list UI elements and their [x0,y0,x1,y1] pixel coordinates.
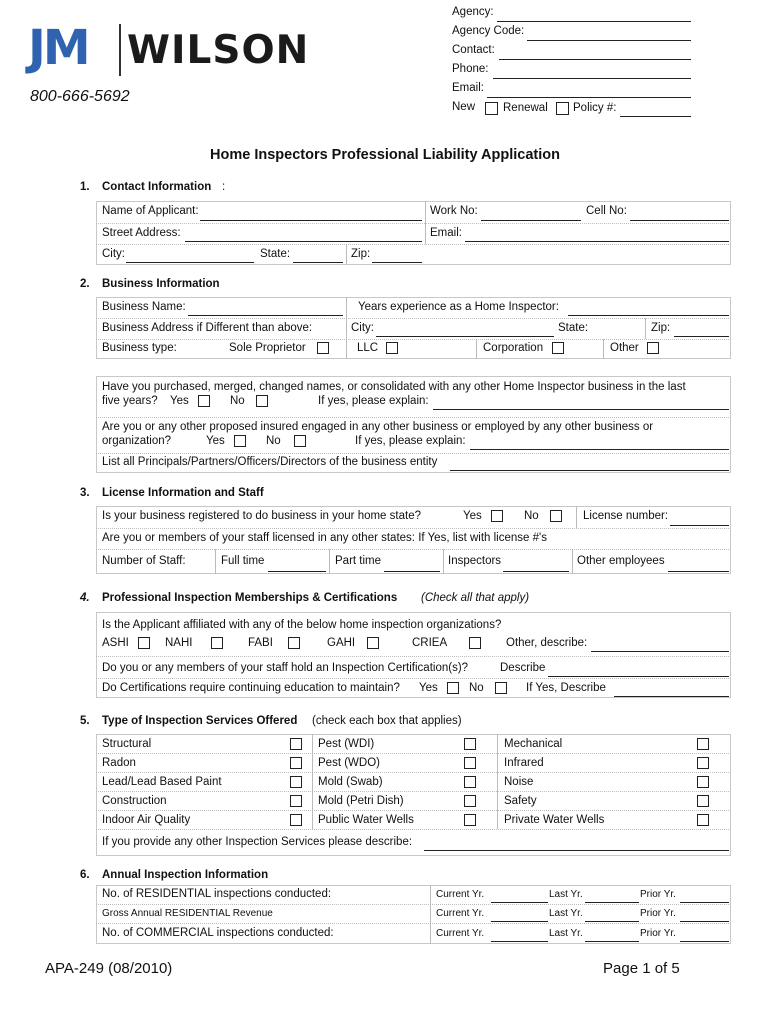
contact-label: Contact: [452,44,495,56]
merge-yes-label: Yes [170,395,189,407]
commercial-last-label: Last Yr. [549,928,583,939]
service-indoor-air-checkbox[interactable] [290,814,302,826]
work-no-label: Work No: [430,205,478,217]
service-structural-label: Structural [102,738,152,750]
continuing-education-question: Do Certifications require continuing education to maintain? [102,682,400,694]
other-business-explain-field[interactable] [470,449,729,450]
service-public-wells-label: Public Water Wells [318,814,414,826]
service-mold-swab-label: Mold (Swab) [318,776,383,788]
corporation-checkbox[interactable] [552,342,564,354]
years-experience-label: Years experience as a Home Inspector: [358,301,559,313]
s2-col-sep [346,297,347,359]
business-name-field[interactable] [188,315,343,316]
s2-col-sep [476,339,477,359]
ce-describe-field[interactable] [614,696,729,697]
s2-col-sep [603,339,604,359]
s5-row-sep [96,829,731,830]
part-time-field[interactable] [384,571,440,572]
service-private-wells-checkbox[interactable] [697,814,709,826]
work-no-field[interactable] [481,220,581,221]
s2-col-sep [645,318,646,339]
business-city-field[interactable] [376,336,554,337]
s2-title: Business Information [102,278,220,290]
business-city-label: City: [351,322,374,334]
s6-col-sep [430,885,431,944]
org-other-label: Other, describe: [506,637,588,649]
service-noise-checkbox[interactable] [697,776,709,788]
applicant-name-field[interactable] [200,220,422,221]
s3-title: License Information and Staff [102,487,264,499]
commercial-last-field[interactable] [585,941,639,942]
s3-col-sep [576,506,577,528]
email-label: Email: [430,227,462,239]
service-radon-label: Radon [102,757,136,769]
service-pest-wdi-checkbox[interactable] [464,738,476,750]
certification-describe-field[interactable] [548,676,729,677]
commercial-current-label: Current Yr. [436,928,485,939]
service-safety-checkbox[interactable] [697,795,709,807]
s6-row-sep [96,904,731,905]
other-business-question-cont: organization? [102,435,172,447]
org-fabi-label: FABI [248,637,273,649]
s2-number: 2. [80,278,90,290]
other-services-label: If you provide any other Inspection Services please describe: [102,836,413,848]
residential-current-field[interactable] [491,902,548,903]
service-noise-label: Noise [504,776,534,788]
agency-email-label: Email: [452,82,484,94]
commercial-current-field[interactable] [491,941,548,942]
s1-number: 1. [80,181,90,193]
logo-jm: JM [28,20,88,76]
s3-col-sep [329,549,330,574]
revenue-prior-field[interactable] [680,921,729,922]
s5-col-sep [312,734,313,829]
s1-col-sep [425,201,426,244]
registered-no-checkbox[interactable] [550,510,562,522]
merge-explain-label: If yes, please explain: [318,395,429,407]
s4-number: 4. [80,592,90,604]
sole-proprietor-label: Sole Proprietor [229,342,306,354]
city-field[interactable] [126,262,254,263]
staff-count-label: Number of Staff: [102,555,186,567]
s3-row-sep [96,528,731,529]
merge-explain-field[interactable] [433,409,729,410]
s5-row-sep [96,791,731,792]
s5-row-sep [96,772,731,773]
business-name-label: Business Name: [102,301,186,313]
s2-row-sep [96,453,731,454]
agency-code-label: Agency Code: [452,25,525,37]
policy-label: Policy #: [573,102,617,114]
s3-col-sep [572,549,573,574]
new-label: New [452,101,476,113]
residential-inspections-label: No. of RESIDENTIAL inspections conducted: [102,888,332,900]
principals-label: List all Principals/Partners/Officers/Directors of the business entity [102,456,438,468]
s3-row-sep [96,549,731,550]
applicant-name-label: Name of Applicant: [102,205,199,217]
revenue-current-field[interactable] [491,921,548,922]
residential-last-field[interactable] [585,902,639,903]
new-checkbox[interactable] [485,102,498,115]
commercial-prior-field[interactable] [680,941,729,942]
org-ashi-label: ASHI [102,637,129,649]
full-time-label: Full time [221,555,265,567]
service-construction-label: Construction [102,795,167,807]
service-mold-petri-label: Mold (Petri Dish) [318,795,404,807]
ce-no-checkbox[interactable] [495,682,507,694]
service-indoor-air-label: Indoor Air Quality [102,814,191,826]
form-number: APA-249 (08/2010) [45,960,173,977]
s3-col-sep [443,549,444,574]
registered-yes-label: Yes [463,510,482,522]
page-number: Page 1 of 5 [603,960,680,977]
service-private-wells-label: Private Water Wells [504,814,605,826]
service-public-wells-checkbox[interactable] [464,814,476,826]
merge-question-cont: five years? [102,395,158,407]
inspectors-label: Inspectors [448,555,502,567]
s1-title-colon: : [222,181,226,193]
service-structural-checkbox[interactable] [290,738,302,750]
renewal-label: Renewal [503,102,548,114]
full-time-field[interactable] [268,571,326,572]
state-label: State: [260,248,291,260]
residential-current-label: Current Yr. [436,889,485,900]
registered-yes-checkbox[interactable] [491,510,503,522]
s1-title: Contact Information [102,181,212,193]
policy-field[interactable] [620,116,691,117]
logo-divider [119,24,121,76]
agency-phone-field[interactable] [493,78,691,79]
s1-row-sep [96,244,731,245]
other-type-checkbox[interactable] [647,342,659,354]
s2-row-sep [96,318,731,319]
cell-no-label: Cell No: [586,205,627,217]
company-phone: 800-666-5692 [30,88,130,105]
other-services-field[interactable] [424,850,729,851]
service-mold-petri-checkbox[interactable] [464,795,476,807]
residential-prior-label: Prior Yr. [640,889,676,900]
revenue-current-label: Current Yr. [436,908,485,919]
other-employees-label: Other employees [577,555,665,567]
years-experience-field[interactable] [568,315,729,316]
s4-row-sep [96,678,731,679]
service-mechanical-checkbox[interactable] [697,738,709,750]
service-construction-checkbox[interactable] [290,795,302,807]
page-title: Home Inspectors Professional Liability Application [210,147,560,163]
affiliation-question: Is the Applicant affiliated with any of the below home inspection organizations? [102,619,502,631]
cell-no-field[interactable] [630,220,729,221]
org-nahi-checkbox[interactable] [211,637,223,649]
s3-col-sep [215,549,216,574]
service-lead-label: Lead/Lead Based Paint [102,776,222,788]
s1-col-sep [346,244,347,265]
license-number-field[interactable] [670,525,729,526]
certification-question: Do you or any members of your staff hold an Inspection Certification(s)? [102,662,469,674]
zip-field[interactable] [372,262,422,263]
other-business-yes-label: Yes [206,435,225,447]
residential-revenue-label: Gross Annual RESIDENTIAL Revenue [102,908,273,919]
corporation-label: Corporation [483,342,544,354]
street-address-label: Street Address: [102,227,181,239]
ce-yes-checkbox[interactable] [447,682,459,694]
agency-code-field[interactable] [527,40,691,41]
business-type-label: Business type: [102,342,177,354]
org-gahi-checkbox[interactable] [367,637,379,649]
service-pest-wdo-checkbox[interactable] [464,757,476,769]
s4-title: Professional Inspection Memberships & Certifications [102,592,398,604]
commercial-inspections-label: No. of COMMERCIAL inspections conducted: [102,927,334,939]
llc-label: LLC [357,342,379,354]
org-fabi-checkbox[interactable] [288,637,300,649]
org-criea-label: CRIEA [412,637,448,649]
agency-label: Agency: [452,6,494,18]
s6-number: 6. [80,869,90,881]
service-pest-wdi-label: Pest (WDI) [318,738,375,750]
business-zip-field[interactable] [674,336,729,337]
sole-proprietor-checkbox[interactable] [317,342,329,354]
registered-no-label: No [524,510,539,522]
revenue-last-field[interactable] [585,921,639,922]
llc-checkbox[interactable] [386,342,398,354]
org-gahi-label: GAHI [327,637,356,649]
s6-title: Annual Inspection Information [102,869,269,881]
other-business-question: Are you or any other proposed insured engaged in any other business or employed by any other business or [102,421,654,433]
s5-row-sep [96,810,731,811]
s5-col-sep [497,734,498,829]
renewal-checkbox[interactable] [556,102,569,115]
zip-label: Zip: [351,248,371,260]
other-business-yes-checkbox[interactable] [234,435,246,447]
merge-no-label: No [230,395,245,407]
license-number-label: License number: [583,510,669,522]
service-pest-wdo-label: Pest (WDO) [318,757,380,769]
s5-number: 5. [80,715,90,727]
other-business-no-label: No [266,435,281,447]
business-address-label: Business Address if Different than above: [102,322,313,334]
service-infrared-checkbox[interactable] [697,757,709,769]
inspectors-field[interactable] [503,571,569,572]
principals-field[interactable] [450,470,729,471]
other-employees-field[interactable] [668,571,729,572]
commercial-prior-label: Prior Yr. [640,928,676,939]
s3-number: 3. [80,487,90,499]
s6-row-sep [96,923,731,924]
residential-last-label: Last Yr. [549,889,583,900]
agency-field[interactable] [497,21,691,22]
org-other-field[interactable] [591,651,729,652]
merge-no-checkbox[interactable] [256,395,268,407]
agency-email-field[interactable] [487,97,691,98]
revenue-prior-label: Prior Yr. [640,908,676,919]
logo-wilson: WILSON [127,28,310,73]
service-mold-swab-checkbox[interactable] [464,776,476,788]
s5-row-sep [96,753,731,754]
business-state-label: State: [558,322,589,334]
revenue-last-label: Last Yr. [549,908,583,919]
certification-describe-label: Describe [500,662,546,674]
s4-note: (Check all that apply) [421,592,530,604]
city-label: City: [102,248,125,260]
s5-title: Type of Inspection Services Offered [102,715,298,727]
email-field[interactable] [465,241,729,242]
registered-question: Is your business registered to do business in your home state? [102,510,421,522]
other-type-label: Other [610,342,639,354]
org-ashi-checkbox[interactable] [138,637,150,649]
service-mechanical-label: Mechanical [504,738,563,750]
merge-yes-checkbox[interactable] [198,395,210,407]
service-infrared-label: Infrared [504,757,544,769]
other-business-no-checkbox[interactable] [294,435,306,447]
s2-row-sep [96,339,731,340]
s1-row-sep [96,223,731,224]
s2-row-sep [96,417,731,418]
service-safety-label: Safety [504,795,537,807]
ce-yes-label: Yes [419,682,438,694]
contact-field[interactable] [499,59,691,60]
merge-question: Have you purchased, merged, changed names, or consolidated with any other Home Inspector business in the last [102,381,686,393]
service-lead-checkbox[interactable] [290,776,302,788]
org-nahi-label: NAHI [165,637,193,649]
ce-no-label: No [469,682,484,694]
street-address-field[interactable] [185,241,422,242]
s5-note: (check each box that applies) [312,715,462,727]
licensed-other-states-question: Are you or members of your staff licensed in any other states: If Yes, list with license #'s [102,532,547,544]
other-business-explain-label: If yes, please explain: [355,435,466,447]
org-criea-checkbox[interactable] [469,637,481,649]
part-time-label: Part time [335,555,382,567]
residential-prior-field[interactable] [680,902,729,903]
state-field[interactable] [293,262,343,263]
agency-phone-label: Phone: [452,63,489,75]
service-radon-checkbox[interactable] [290,757,302,769]
business-zip-label: Zip: [651,322,671,334]
ce-describe-label: If Yes, Describe [526,682,606,694]
s4-row-sep [96,656,731,657]
